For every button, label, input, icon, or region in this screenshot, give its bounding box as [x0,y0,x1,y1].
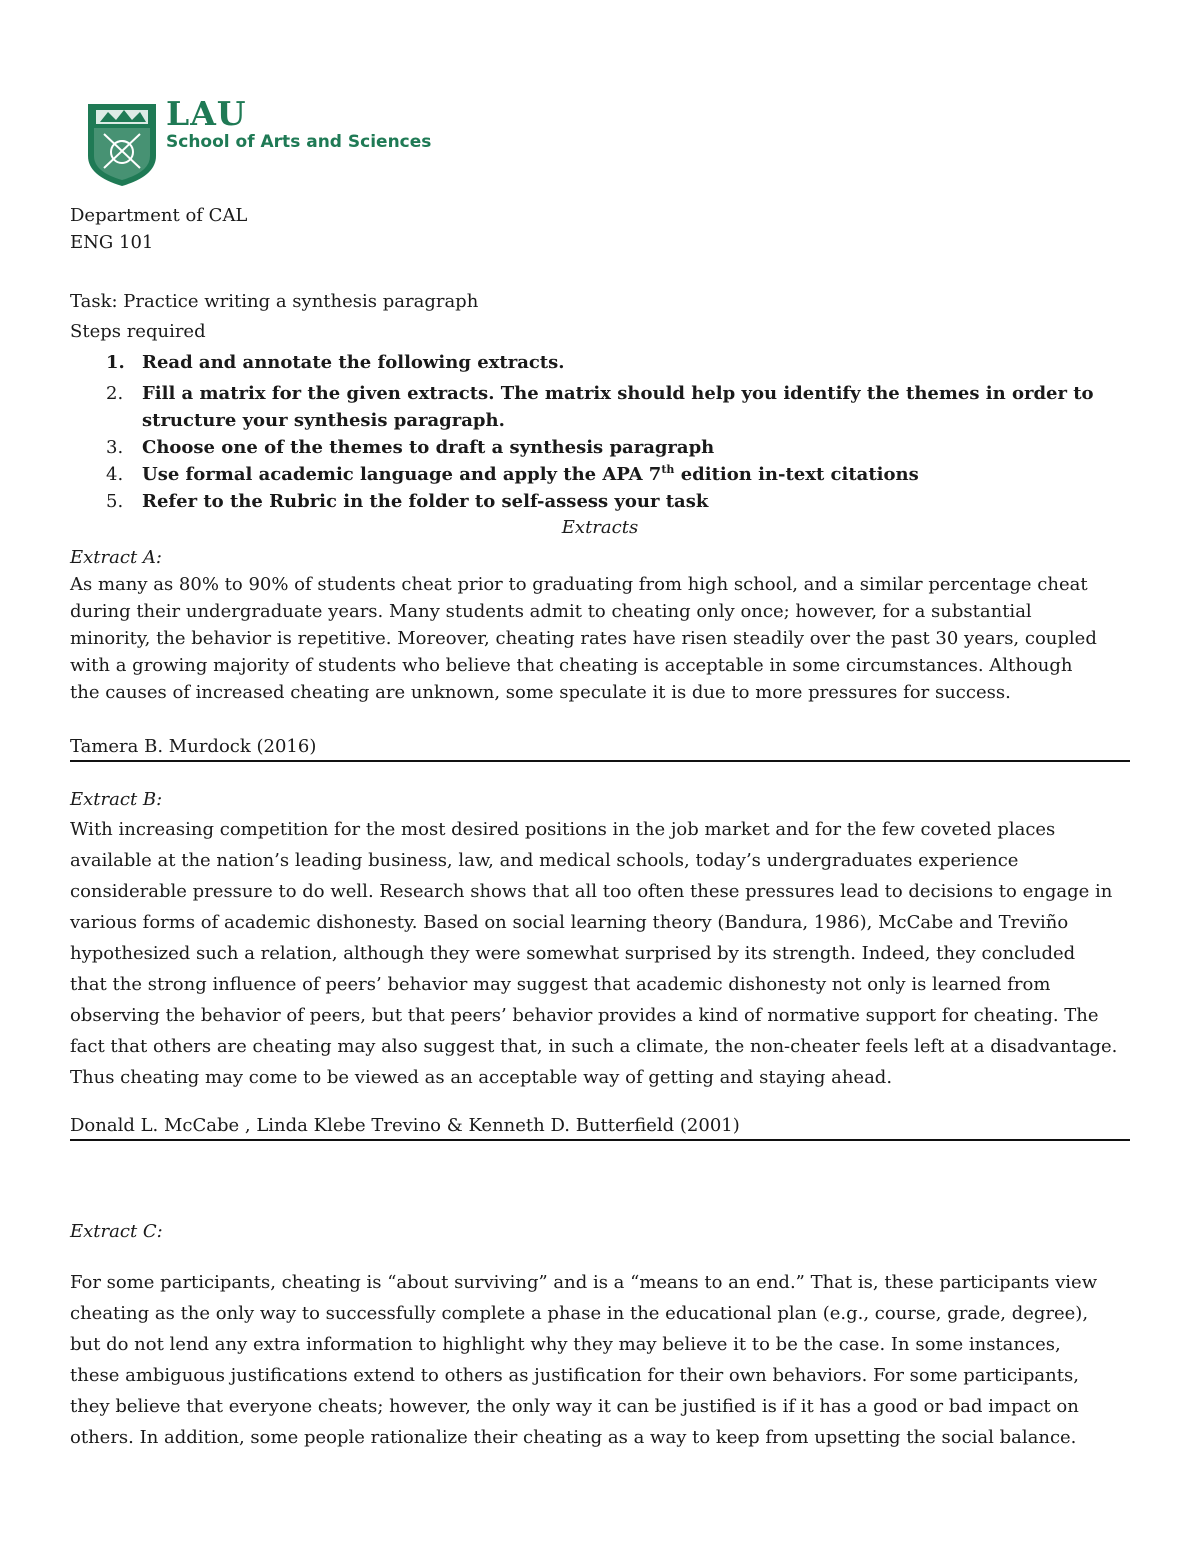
step-number: 4. [106,464,124,485]
step-text: Refer to the Rubric in the folder to self-assess your task [142,491,709,512]
step-text: Choose one of the themes to draft a synthesis paragraph [142,437,715,458]
extract-c-body [70,1267,1132,1453]
step-item [70,488,1130,515]
text-line: considerable pressure to do well. Research shows that all too often these pressures lead to decisions to engage in [70,881,1113,902]
step-text: Read and annotate the following extracts. [142,352,565,373]
extract-a-body [70,571,1132,706]
extract-c-label: Extract C: [70,1221,163,1242]
department-line: Department of CAL [70,205,248,226]
step-superscript: th [661,463,675,476]
text-line: available at the nation’s leading business, law, and medical schools, today’s undergraduates experience [70,850,1019,871]
text-line: the causes of increased cheating are unknown, some speculate it is due to more pressures for success. [70,682,1011,703]
text-line: hypothesized such a relation, although they were somewhat surprised by its strength. Indeed, they concluded [70,943,1076,964]
text-line: they believe that everyone cheats; however, the only way it can be justified is if it has a good or bad impact on [70,1396,1079,1417]
extract-a-author: Tamera B. Murdock (2016) [70,736,317,757]
lau-crest-icon [84,98,160,188]
text-line: but do not lend any extra information to highlight why they may believe it to be the case. In some instances, [70,1334,1061,1355]
step-number: 3. [106,437,124,458]
step-text: Use formal academic language and apply the APA 7 [142,464,662,485]
course-line: ENG 101 [70,232,154,253]
text-line: others. In addition, some people rationalize their cheating as a way to keep from upsetting the social balance. [70,1427,1077,1448]
extract-b-body [70,814,1132,1093]
step-number: 1. [106,352,125,373]
step-number: 5. [106,491,124,512]
lau-logo [84,94,444,188]
text-line: fact that others are cheating may also suggest that, in such a climate, the non-cheater feels left at a disadvantage. [70,1036,1118,1057]
text-line: Thus cheating may come to be viewed as an acceptable way of getting and staying ahead. [70,1067,893,1088]
text-line: various forms of academic dishonesty. Based on social learning theory (Bandura, 1986), McCabe and Treviño [70,912,1069,933]
text-line: For some participants, cheating is “about surviving” and is a “means to an end.” That is, these participants view [70,1272,1098,1293]
step-item [70,461,1130,488]
step-item [70,349,1130,376]
steps-list [70,349,1130,515]
extract-b-label: Extract B: [70,789,163,810]
logo-lau-text: LAU [166,94,247,133]
step-item [70,380,1130,434]
text-line: that the strong influence of peers’ behavior may suggest that academic dishonesty not only is learned from [70,974,1051,995]
text-line: minority, the behavior is repetitive. Moreover, cheating rates have risen steadily over the past 30 years, coupled [70,628,1097,649]
extract-a-label: Extract A: [70,547,162,568]
steps-label: Steps required [70,321,206,342]
text-line: As many as 80% to 90% of students cheat prior to graduating from high school, and a similar percentage cheat [70,574,1088,595]
step-text: Fill a matrix for the given extracts. The matrix should help you identify the themes in order to [142,383,1094,404]
text-line: cheating as the only way to successfully complete a phase in the educational plan (e.g., course, grade, degree), [70,1303,1089,1324]
divider-rule [70,760,1130,762]
divider-rule [70,1139,1130,1141]
step-text-end: edition in-text citations [674,464,919,485]
step-number: 2. [106,383,124,404]
text-line: With increasing competition for the most desired positions in the job market and for the few coveted places [70,819,1056,840]
extract-b-author: Donald L. McCabe , Linda Klebe Trevino & Kenneth D. Butterfield (2001) [70,1115,740,1136]
text-line: with a growing majority of students who believe that cheating is acceptable in some circumstances. Although [70,655,1073,676]
step-text-continued: structure your synthesis paragraph. [142,410,505,431]
text-line: observing the behavior of peers, but that peers’ behavior provides a kind of normative support for cheating. The [70,1005,1099,1026]
extracts-heading: Extracts [561,517,639,538]
task-line: Task: Practice writing a synthesis paragraph [70,291,479,312]
logo-school-text: School of Arts and Sciences [166,132,432,152]
step-item [70,434,1130,461]
text-line: during their undergraduate years. Many students admit to cheating only once; however, for a substantial [70,601,1032,622]
text-line: these ambiguous justifications extend to others as justification for their own behaviors. For some participants, [70,1365,1079,1386]
